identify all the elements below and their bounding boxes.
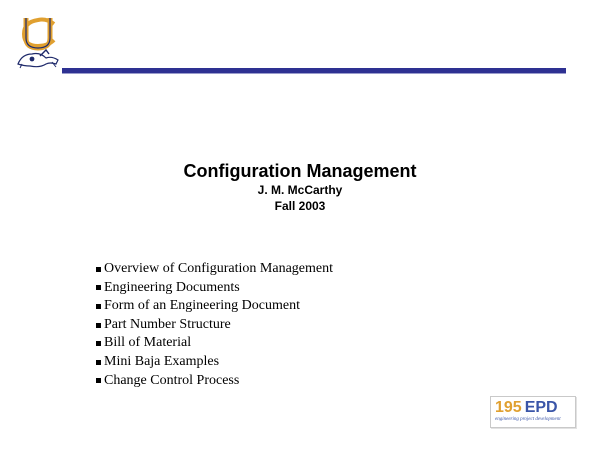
list-item (96, 260, 333, 279)
outline-list (96, 260, 333, 390)
list-item-text: Change Control Process (104, 372, 240, 388)
course-number: 195 (495, 399, 522, 416)
course-logo-wordmark (495, 399, 558, 417)
uc-seal-logo (16, 14, 60, 70)
square-bullet-icon (96, 285, 101, 290)
list-item-text: Bill of Material (104, 335, 192, 351)
list-item-text: Mini Baja Examples (104, 353, 220, 369)
square-bullet-icon (96, 267, 101, 272)
list-item-text: Overview of Configuration Management (104, 261, 333, 276)
list-item-text: Form of an Engineering Document (104, 298, 300, 314)
square-bullet-icon (96, 341, 101, 346)
square-bullet-icon (96, 323, 101, 328)
title-block (0, 160, 600, 214)
square-bullet-icon (96, 378, 101, 383)
slide-term: Fall 2003 (274, 199, 326, 213)
slide-author: J. M. McCarthy (257, 183, 343, 197)
header-rule-shadow (62, 73, 566, 74)
list-item (96, 297, 333, 316)
list-item (96, 353, 333, 372)
list-item (96, 334, 333, 353)
list-item (96, 316, 333, 335)
list-item-text: Engineering Documents (104, 279, 240, 295)
square-bullet-icon (96, 304, 101, 309)
square-bullet-icon (96, 360, 101, 365)
course-name: EPD (524, 399, 558, 416)
course-tagline: engineering project development (495, 417, 561, 422)
list-item (96, 279, 333, 298)
slide-title: Configuration Management (183, 161, 417, 181)
list-item-text: Part Number Structure (104, 316, 231, 332)
list-item (96, 372, 333, 391)
course-logo (490, 396, 576, 428)
